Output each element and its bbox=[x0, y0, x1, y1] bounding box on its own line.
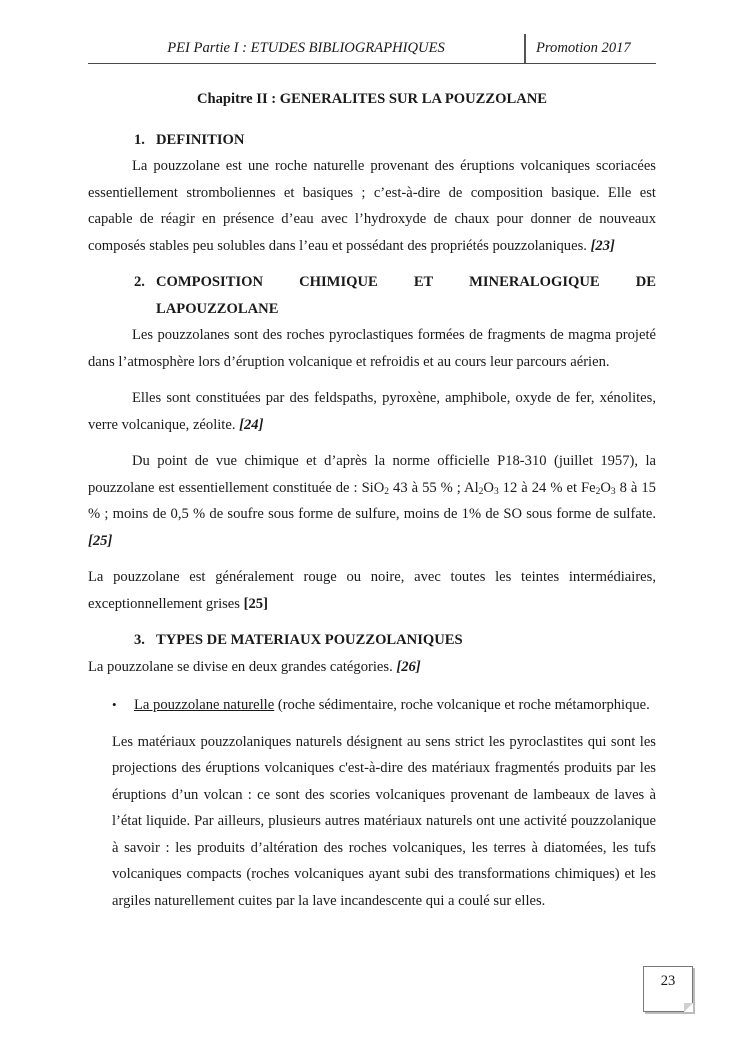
composition-paragraph-3: Du point de vue chimique et d’après la norme officielle P18-310 (juillet 1957), la pouzzolane est essentiellement constituée de : SiO$_2$ 43 à 55 % ; $Al_2O_3$ 12 à 24 % et $Fe_2O_3$ 8 à 15 % ; moins de 0,5 % de soufre sous forme de sulfure, moins de 1% de SO sous forme de sulfate. [25] bbox=[88, 453, 656, 549]
citation: [25] bbox=[88, 532, 113, 549]
composition-paragraph-1: Les pouzzolanes sont des roches pyroclastiques formées de fragments de magma projeté dans l’atmosphère lors d’éruption volcanique et refroidis et au cours leur parcours aérien. bbox=[88, 327, 656, 370]
citation: [26] bbox=[396, 658, 421, 675]
section-number: 1. bbox=[134, 131, 145, 148]
header-separator bbox=[524, 34, 526, 63]
citation: [23] bbox=[590, 237, 615, 254]
chapter-title: Chapitre II : GENERALITES SUR LA POUZZOLANE bbox=[196, 91, 548, 107]
section-number: 2. bbox=[134, 274, 145, 290]
composition-paragraph-2: Elles sont constituées par des feldspaths, pyroxène, amphibole, oxyde de fer, xénolites, verre volcanique, zéolite. [24] bbox=[88, 390, 656, 433]
header-promotion: Promotion 2017 bbox=[536, 40, 631, 56]
bullet-icon: • bbox=[112, 697, 117, 712]
definition-paragraph: La pouzzolane est une roche naturelle provenant des éruptions volcaniques scoriacées essentiellement stromboliennes et basiques ; c’est-à-dire de composition basique. Elle est capable de réagir en présence d’eau avec l’hydroxyde de chaux pour donner de nouveaux composés stables peu solubles dans l’eau et possédant des propriétés pouzzolaniques. [23] bbox=[88, 158, 656, 254]
header-title: PEI Partie I : ETUDES BIBLIOGRAPHIQUES bbox=[167, 40, 445, 56]
section-title: DEFINITION bbox=[156, 131, 245, 148]
section-heading-types bbox=[88, 627, 656, 654]
citation: [24] bbox=[239, 416, 264, 433]
types-intro: La pouzzolane se divise en deux grandes catégories. [26] bbox=[88, 658, 421, 675]
section-heading-composition bbox=[88, 269, 656, 322]
page-number: 23 bbox=[660, 973, 676, 989]
section-title: TYPES DE MATERIAUX POUZZOLANIQUES bbox=[156, 632, 463, 648]
composition-paragraph-4: La pouzzolane est généralement rouge ou noire, avec toutes les teintes intermédiaires, exceptionnellement grises [25] bbox=[88, 569, 656, 612]
section-number: 3. bbox=[134, 632, 145, 648]
natural-pozzolan-paragraph: Les matériaux pouzzolaniques naturels désignent au sens strict les pyroclastites qui sont les projections des éruptions volcaniques c'est-à-dire des matériaux fragmentés produits par les éruptions d’un volcan : ce sont des scories volcaniques provenant de lambeaux de laves à l’état liquide. Par ailleurs, plusieurs autres matériaux naturels ont une activité pouzzolanique à savoir : les produits d’altération des roches volcaniques, les terres à diatomées, les tufs volcaniques compacts (roches volcaniques ayant subi des transformations chimiques) et les argiles naturellement cuites par la lave incandescente qui a coulé sur elles. bbox=[112, 733, 656, 909]
section-title-line1: COMPOSITION CHIMIQUE ET MINERALOGIQUE DE bbox=[156, 274, 656, 290]
page-header bbox=[88, 30, 656, 64]
list-item: • La pouzzolane naturelle (roche sédimentaire, roche volcanique et roche métamorphique. bbox=[88, 692, 656, 719]
citation: [25] bbox=[243, 595, 268, 612]
folded-corner bbox=[684, 1003, 693, 1012]
section-title-line2: LAPOUZZOLANE bbox=[156, 300, 279, 317]
page-body bbox=[88, 86, 656, 914]
page-number-box bbox=[643, 966, 693, 1012]
section-heading-definition bbox=[88, 127, 656, 154]
bullet-term: La pouzzolane naturelle bbox=[134, 697, 275, 713]
